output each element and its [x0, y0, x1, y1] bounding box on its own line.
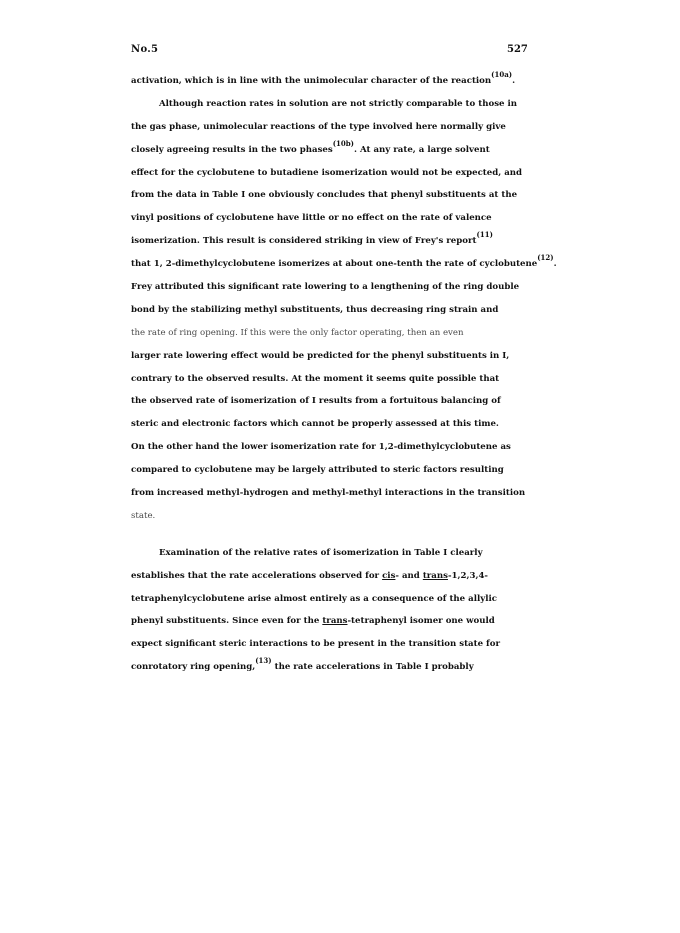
text-line: vinyl positions of cyclobutene have little or no effect on the rate of valence — [131, 213, 492, 224]
reference-superscript: (10a) — [491, 70, 513, 79]
paragraph-start-line: Examination of the relative rates of isomerization in Table I clearly — [159, 547, 483, 558]
paragraph-start-line: Although reaction rates in solution are not strictly comparable to those in — [159, 98, 518, 109]
text-line: establishes that the rate accelerations observed for cis- and trans-1,2,3,4- — [131, 570, 488, 581]
text-line: from increased methyl-hydrogen and methyl-methyl interactions in the transition — [131, 488, 526, 499]
text-line: the observed rate of isomerization of I results from a fortuitous balancing of — [131, 396, 501, 407]
text-line: state. — [131, 510, 156, 521]
text-line: phenyl substituents. Since even for the trans-tetraphenyl isomer one would — [131, 616, 495, 627]
reference-superscript: (12) — [537, 253, 554, 263]
text-line: conrotatory ring opening,$^{(13)}$ the rate accelerations in Table I probably — [131, 656, 474, 673]
reference-superscript: (13) — [255, 656, 272, 666]
reference-superscript: (11) — [476, 230, 493, 240]
italic-term-trans: trans — [422, 570, 448, 581]
text-line: larger rate lowering effect would be predicted for the phenyl substituents in I, — [131, 350, 510, 361]
text-line: steric and electronic factors which cannot be properly assessed at this time. — [131, 419, 499, 430]
text-line: On the other hand the lower isomerization rate for 1,2-dimethylcyclobutene as — [131, 442, 511, 453]
paragraph-gap — [131, 528, 551, 542]
text-line: tetraphenylcyclobutene arise almost entirely as a consequence of the allylic — [131, 593, 497, 604]
text-line: Frey attributed this significant rate lowering to a lengthening of the ring double — [131, 282, 520, 293]
text-line: expect significant steric interactions to be present in the transition state for — [131, 639, 501, 650]
text-line: from the data in Table I one obviously concludes that phenyl substituents at the — [131, 190, 518, 201]
italic-term-trans: trans — [322, 616, 348, 627]
text-line: isomerization. This result is considered striking in view of Frey's report$^{(11)}$ — [131, 230, 493, 247]
text-line: compared to cyclobutene may be largely attributed to steric factors resulting — [131, 465, 504, 476]
italic-term-cis: cis — [382, 570, 396, 581]
text-line: bond by the stabilizing methyl substituents, thus decreasing ring strain and — [131, 304, 499, 315]
text-line: contrary to the observed results. At the moment it seems quite possible that — [131, 373, 500, 384]
text-line: closely agreeing results in the two phases$^{(10b)}$. At any rate, a large solvent — [131, 138, 490, 155]
text-line: that 1, 2-dimethylcyclobutene isomerizes at about one-tenth the rate of cyclobutene$^{(12)}$. — [131, 253, 557, 270]
reference-superscript: (10b) — [332, 138, 354, 148]
text-line: the gas phase, unimolecular reactions of the type involved here normally give — [131, 121, 506, 132]
text-line: the rate of ring opening. If this were the only factor operating, then an even — [131, 327, 464, 338]
page-header — [0, 0, 680, 60]
text-line: effect for the cyclobutene to butadiene isomerization would not be expected, and — [131, 167, 523, 178]
body-text — [131, 70, 557, 679]
page-number: 527 — [507, 44, 528, 55]
journal-issue: No.5 — [131, 44, 159, 55]
text-line: activation, which is in line with the unimolecular character of the reaction$^{(10a)}$. — [131, 70, 516, 86]
